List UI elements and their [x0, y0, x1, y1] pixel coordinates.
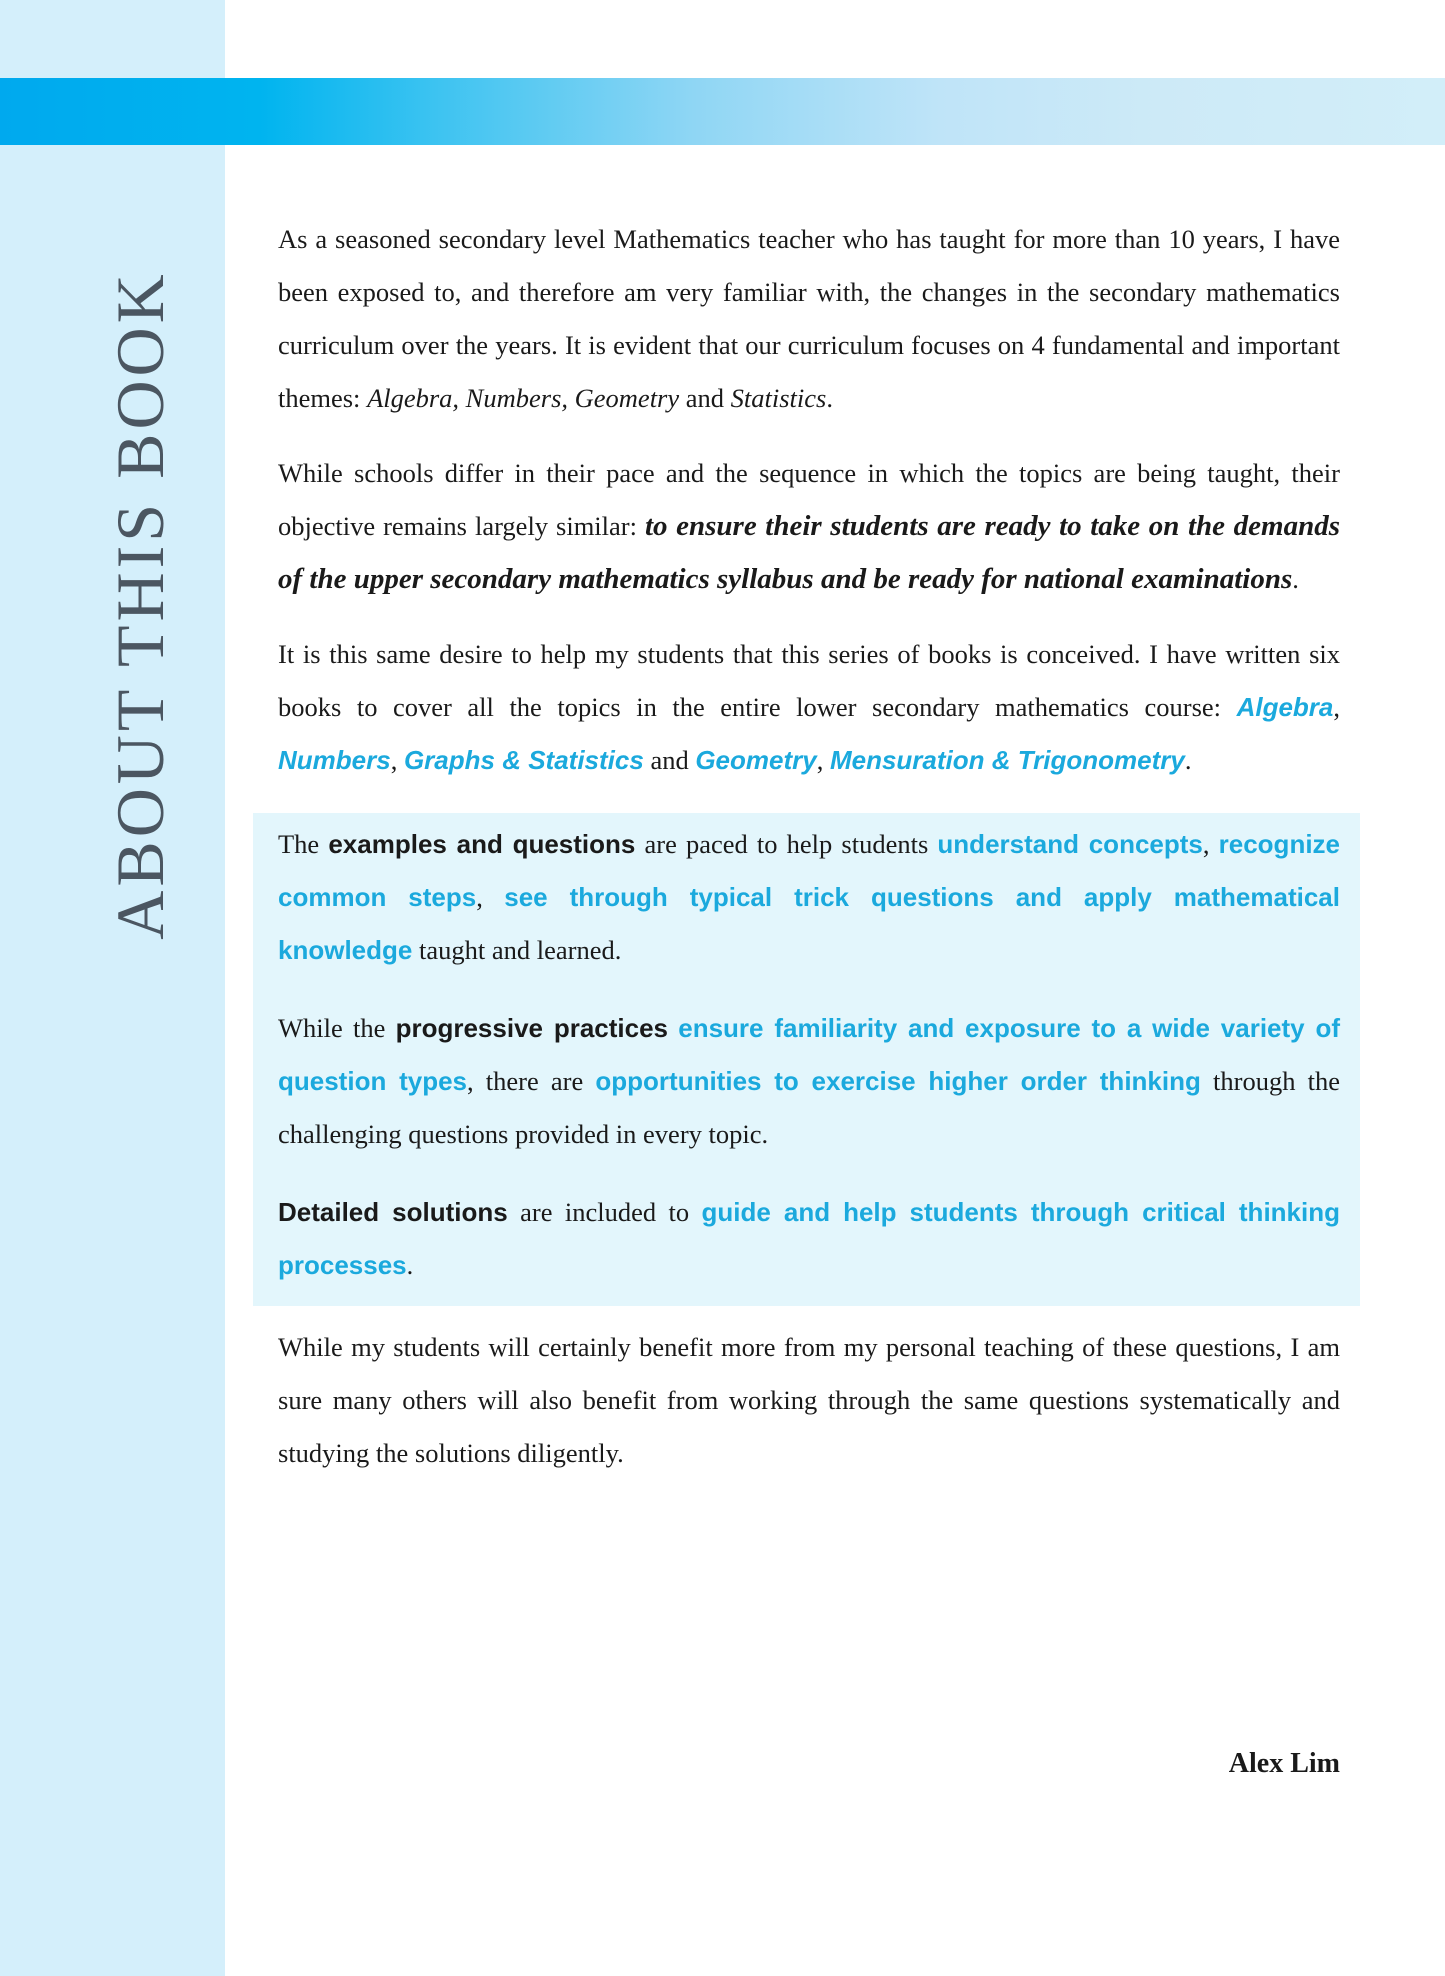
- text: It is this same desire to help my students that this series of books is conceived. I have written six books to cover all the topics in the entire lower secondary mathematics course:: [278, 639, 1340, 722]
- text: through the challenging questions provided in every topic.: [278, 1066, 1340, 1149]
- text: While schools differ in their pace and the sequence in which the topics are being taught, their objective remains largely similar:: [278, 458, 1340, 541]
- text: [668, 1013, 678, 1043]
- highlight-text: understand concepts: [937, 829, 1203, 859]
- text: ,: [476, 882, 505, 912]
- text: .: [1184, 745, 1192, 775]
- text: .: [1292, 564, 1299, 594]
- text: [568, 383, 575, 413]
- vertical-page-title: ABOUT THIS BOOK: [102, 270, 178, 940]
- text: .: [826, 383, 833, 413]
- book-title-geometry: Geometry: [695, 745, 817, 775]
- paragraph-series: [278, 628, 1340, 787]
- text: ,: [1333, 692, 1340, 722]
- author-signature: Alex Lim: [1228, 1748, 1340, 1779]
- highlight-text: ensure familiarity and exposure to a wide variety of question types: [278, 1013, 1340, 1096]
- text: ,: [1202, 829, 1219, 859]
- highlight-box: [253, 813, 1360, 1306]
- paragraph-closing: [278, 1321, 1340, 1480]
- book-title-mensuration-trigonometry: Mensuration & Trigonometry: [829, 745, 1185, 775]
- text: are included to: [507, 1197, 702, 1227]
- emphasis-text: to ensure their students are ready to take on the demands of the upper secondary mathematics syllabus and be ready for national examinations: [278, 510, 1340, 595]
- italic-text: Geometry: [574, 383, 680, 413]
- book-title-algebra: Algebra: [1236, 692, 1334, 722]
- highlight-text: recognize common steps: [278, 829, 1341, 912]
- text: While the: [278, 1013, 396, 1043]
- italic-text: Statistics: [730, 383, 827, 413]
- bold-text: examples and questions: [328, 829, 636, 859]
- book-title-numbers: Numbers: [278, 745, 391, 775]
- paragraph-examples: [278, 818, 1340, 977]
- text: taught and learned.: [412, 935, 622, 965]
- text: The: [278, 829, 329, 859]
- book-title-graphs-statistics: Graphs & Statistics: [403, 745, 644, 775]
- paragraph-practices: [278, 1002, 1340, 1161]
- text: ,: [390, 745, 404, 775]
- main-content: [278, 213, 1340, 1480]
- text: .: [406, 1250, 414, 1280]
- paragraph-objective: [278, 447, 1340, 606]
- bold-text: progressive practices: [395, 1013, 669, 1043]
- text: , there are: [467, 1066, 596, 1096]
- highlight-text: opportunities to exercise higher order thinking: [595, 1066, 1201, 1096]
- text: While my students will certainly benefit more from my personal teaching of these questions, I am sure many others will also benefit from working through the same questions systematically and studying the solutions diligently.: [278, 1332, 1340, 1468]
- paragraph-solutions: [278, 1186, 1340, 1292]
- text: As a seasoned secondary level Mathematics teacher who has taught for more than 10 years, I have been exposed to, and therefore am very familiar with, the changes in the secondary mathematics curriculum over the years. It is evident that our curriculum focuses on 4 fundamental and important themes:: [278, 224, 1340, 413]
- highlight-text: guide and help students through critical thinking processes: [278, 1197, 1340, 1280]
- paragraph-intro: [278, 213, 1340, 425]
- text: and: [679, 383, 731, 413]
- bold-text: Detailed solutions: [278, 1197, 508, 1227]
- italic-text: Algebra, Numbers,: [367, 383, 569, 413]
- text: and: [643, 745, 696, 775]
- highlight-text: see through typical trick questions and apply mathematical knowledge: [278, 882, 1340, 965]
- text: are paced to help students: [635, 829, 938, 859]
- text: ,: [816, 745, 830, 775]
- header-banner: [0, 78, 1445, 145]
